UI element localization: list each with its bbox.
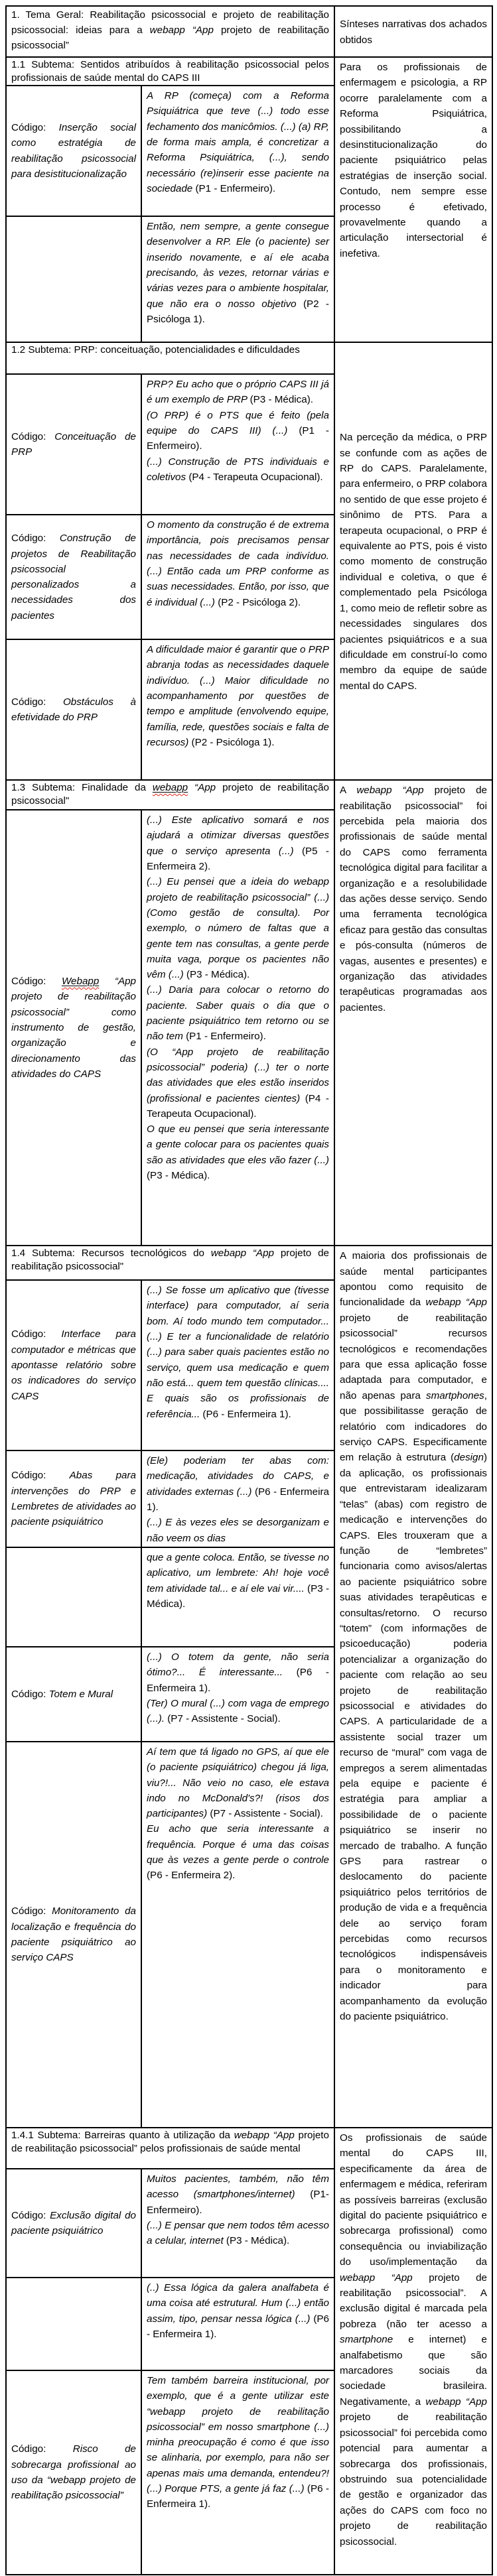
cell-codigo-empty-1 [6,216,141,342]
text-run: Código: [11,2209,50,2221]
cell-codigo-empty-3 [6,2278,141,2370]
text-run: Monitoramento da localização e frequência do paciente psiquiátrico ao serviço CAPS [11,1905,136,1964]
qualitative-analysis-table [5,5,493,2575]
text-run: projeto de reabilitação psicossocial" [11,782,329,806]
text-run: Código: [11,122,59,134]
text-run: Código: [11,533,60,545]
text-run: projeto de reabilitação psicossocial” foi percebida como potencial para aumentar a sobrecarga dos profissionais, obstruindo sua potencialidade de gestão e organizador das ações do CAPS com foco no projeto de reabilitação psicossocial. [340,2412,487,2547]
text-run: Aí tem que tá ligado no GPS, aí que ele (o paciente psiquiátrico) chegou já liga, viu?!... Não veio no caso, ele estava indo no McDonald's?! (risos dos participantes) [147,1746,329,1820]
text-run: webapp “App [149,25,214,36]
text-run: Código: [11,1470,70,1482]
cell-codigo-exclusao-digital [6,2169,141,2278]
text-run: Código: [11,696,63,708]
cell-codigo-totem-mural [6,1647,141,1742]
text-run: (P6 - Enfermeira 1). [147,2483,329,2510]
text-run: Código: [11,1688,49,1700]
cell-codigo-empty-2 [6,1547,141,1647]
cell-codigo-webapp-instrumento [6,810,141,1246]
text-run: (P6 - Enfermeira 1). [202,1408,291,1420]
text-run: (P4 - Terapeuta Ocupacional). [147,1092,329,1120]
cell-codigo-insercao-social [6,86,141,216]
text-run: webapp “App [425,2396,487,2408]
text-run: Na perceção da médica, o PRP se confunde com as ações de RP do CAPS. Paralelamente, para enfermeiro, o PRP colabora no sentido de que esse projeto é sinônimo de PTS. Para a terapeuta ocupacional, o PRP é equivalente ao PTS, pois é visto como momento de construção individual e coletiva, o que é complementado pela Psicóloga 1, como meio de refletir sobre as necessidades singulares dos pacientes psiquiátricos e a sua dificuldade em construí-lo como membro da equipe de saúde mental do CAPS. [340,432,487,692]
text-run: (O “App projeto de reabilitação psicossocial” poderia) (...) ter o norte das atividades que eles estão inseridos (profissional e pacientes cientes) [147,1046,329,1104]
text-run: Conceituação de PRP [11,430,136,458]
text-run: (...) Este aplicativo somará e nos ajudará a otimizar diversas questões que o serviço apresenta (...) [147,814,329,857]
text-run: smartphone [340,2334,393,2346]
text-run: Eu acho que seria interessante a frequência. Porque é uma das coisas que às vezes a gente perde o controle [147,1823,329,1866]
cell-quote-insercao-social [141,86,334,216]
document-page [0,5,497,2576]
text-run: Para os profissionais de enfermagem e psicologia, a RP ocorre paralelamente com a Reforma Psiquiátrica, possibilitando a desinstitucionalização do paciente psiquiátrico pelas estratégias de inserção social. Contudo, nem sempre esse processo é efetivado, provavelmente quando a articulação intersectorial é inefetiva. [340,62,487,259]
misspelled-word: webapp [152,782,188,794]
text-run: Código: [11,1328,62,1340]
cell-codigo-abas-lembretes [6,1450,141,1547]
text-run: webapp “App [234,2129,295,2141]
text-run: projeto de reabilitação psicossocial”. A exclusão digital é marcada pela pobreza (não ter acesso a [340,2272,487,2330]
text-run: (P1 - Enfermeiro). [186,1031,266,1043]
text-run: (P3 - Médica). [147,1170,210,1182]
cell-quote-risco-sobrecarga [141,2370,334,2575]
text-run: (Ter) O mural (...) com vaga de emprego (...). [147,1697,329,1725]
cell-codigo-interface-computador [6,1280,141,1450]
text-run: Então, nem sempre, a gente consegue desenvolver a RP. Ele (o paciente) ser inserido novamente, e aí ele acaba precisando, às vezes, retornar várias e várias vezes para o ambiente hospitalar, que não era o nosso objetivo [147,221,329,310]
text-run [62,976,99,987]
text-run: Sínteses narrativas dos achados obtidos [340,19,487,46]
text-run: Interface para computador e métricas que apontasse relatório sobre os indicadores do serviço CAPS [11,1328,136,1402]
text-run: 1.1 Subtema: Sentidos atribuídos à reabilitação psicossocial pelos profissionais de saúde mental do CAPS III [11,59,329,84]
text-run: projeto de reabilitação psicossocial” recursos tecnológicos e recomendações para que essa aplicação fosse adaptada para computador, e não apenas para [340,1312,487,1401]
text-run: (...) E às vezes eles se desorganizam e não veem os dias [147,1517,329,1544]
text-run: A [340,785,357,797]
text-run: (...) E pensar que nem todos têm acesso a celular, internet [147,2219,329,2247]
text-run: design [454,1452,484,1464]
cell-sintese-1-1 [334,57,492,342]
text-run: (...) Construção de PTS individuais e coletivos [147,456,329,483]
text-run [153,782,188,793]
cell-codigo-risco-sobrecarga [6,2370,141,2575]
text-run: 1. Tema Geral: Reabilitação psicossocial e projeto de reabilitação psicossocial: ideias para a [11,9,329,36]
cell-codigo-conceituacao-prp [6,374,141,515]
cell-quote-obstaculos-prp [141,639,334,780]
text-run: “App projeto de reabilitação psicossocial” como instrumento de gestão, organização e direcionamento das atividades do CAPS [11,976,136,1080]
cell-sintese-1-4 [334,1246,492,2128]
text-run: 1.4 Subtema: Recursos tecnológicos do [11,1248,211,1259]
text-run: (..) Essa lógica da galera analfabeta é uma coisa até estrutural. Hum (...) então assim, tipo, pensar nessa lógica (...) [147,2282,329,2325]
cell-quote-entao-nem-sempre [141,216,334,342]
text-run: (P6 - Enfermeira 1). [147,1486,329,1513]
text-run: Tem também barreira institucional, por exemplo, que é a gente utilizar este “webapp projeto de reabilitação psicossocial” em nosso smartphone (...) minha preocupação é como é que isso se alinharia, por exemplo, para não ser apenas mais uma demanda, entendeu?! (...) Porque PTS, a gente já faz (...) [147,2374,329,2495]
text-run: (P1 - Enfermeiro). [147,425,329,452]
cell-quote-construcao-projetos [141,515,334,639]
text-run: projeto de reabilitação psicossocial” foi percebida pela maioria dos profissionais de saúde mental do CAPS como ferramenta tecnológica digital para facilitar a organização e a resolubilidade das ações desse serviço. Sendo uma ferramenta tecnológica eficaz para gestão das consultas e pós-consulta (números de vagas, ausentes e presentes) e organização das atividades terapêuticas programadas aos pacientes. [340,785,487,1013]
text-run: 1.4.1 Subtema: Barreiras quanto à utilização da [11,2129,234,2141]
text-run: (P6 - Enfermeira 1). [147,2313,329,2340]
cell-quote-webapp-instrumento [141,810,334,1246]
text-run: (Ele) poderiam ter abas com: medicação, atividades do CAPS, e atividades externas (...) [147,1455,329,1498]
cell-subtema-1-3 [6,780,334,810]
cell-quote-interface-computador [141,1280,334,1450]
text-run: webapp “App [356,785,424,797]
text-run: “App [188,782,216,794]
misspelled-word: Webapp [61,976,100,988]
text-run: , que possibilitasse geração de relatório com indicadores do serviço CAPS. Especificamente em relação à estrutura ( [340,1389,487,1464]
text-run: O momento da construção é de extrema importância, pois precisamos pensar nas necessidades de cada indivíduo. (...) Então cada um PRP conforme as suas necessidades. Então, por isso, que é individual (...) [147,519,329,608]
cell-subtema-1-2 [6,342,334,374]
text-run: Código: [11,976,62,988]
cell-sintese-1-3 [334,780,492,1246]
text-run: webapp “App [425,1297,487,1309]
text-run: (P7 - Assistente - Social). [167,1713,281,1725]
text-run: (P1- Enfermeiro). [147,2189,329,2216]
text-run: (P7 - Assistente - Social). [210,1808,323,1820]
cell-sintese-1-2 [334,342,492,780]
text-run: Obstáculos à efetividade do PRP [11,696,136,724]
text-run: (P3 - Médica). [186,969,250,981]
text-run: A maioria dos profissionais de saúde mental participantes apontou como requisito de funcionalidade da [340,1250,487,1309]
cell-sinteses-header [334,6,492,57]
text-run: (O PRP) é o PTS que é feito (pela equipe do CAPS III) (...) [147,409,329,437]
text-run: O que eu pensei que seria interessante a gente colocar para os pacientes quais são as atividades que eles vão fazer (...) [147,1124,329,1166]
text-run: (...) Eu pensei que a ideia do webapp projeto de reabilitação psicossocial” (...) (Como gestão de consulta). Por exemplo, o número de faltas que a gente tem nas consultas, a gente perde muita vaga, porque os pacientes não vêm (...) [147,876,329,981]
text-run: (...) Se fosse um aplicativo que (tivesse interface) para computador, aí seria bom. Aí todo mundo tem computador... (...) E ter a funcionalidade de relatório (...) para saber quais pacientes estão no serviço, quem usa medicação e quem não está... quem tem questão clínicas.... E quais são os profissionais de referência... [147,1285,329,1420]
text-run: Inserção social como estratégia de reabilitação psicossocial para desistitucionalização [11,122,136,180]
text-run: Código: [11,430,55,442]
text-run: smartphones [425,1389,484,1401]
cell-codigo-monitoramento-gps [6,1742,141,2128]
text-run: A dificuldade maior é garantir que o PRP abranja todas as necessidades daquele indivíduo. (...) Maior dificuldade no acompanhamento por questões de tempo e amplitude (envolvendo equipe, família, rede, questões sociais e falta de recursos) [147,644,329,748]
cell-codigo-construcao-projetos [6,515,141,639]
cell-subtema-1-4-1 [6,2128,334,2169]
cell-subtema-1-1 [6,57,334,86]
cell-quote-conceituacao-prp [141,374,334,515]
text-run: (P4 - Terapeuta Ocupacional). [188,471,323,483]
text-run: 1.2 Subtema: PRP: conceituação, potencialidades e dificuldades [11,344,300,356]
text-run: Construção de projetos de Reabilitação psicossocial personalizados a necessidades dos pacientes [11,533,136,621]
text-run: ) da aplicação, os profissionais que entrevistaram idealizaram “telas” (abas) com registro de medicação e intervenções do CAPS. Eles trouxeram que a função de “lembretes” funcionaria como avisos/alertas ao paciente psiquiátrico sobre suas atividades terapêuticas e consultas/retorno. O recurso “totem” (com informações de psicoeducação) poderia potencializar a organização do paciente com relação ao seu projeto de reabilitação psicossocial e atividades do CAPS. A particularidade de a assistente social trazer um recurso de “mural” com vaga de empregos a serem alimentadas pela equipe e paciente é estratégia para ampliar a possibilidade de o paciente psiquiátrico se inserir no mercado de trabalho. A função GPS para rastrear o deslocamento do paciente psiquiátrico pelos territórios de produção de vida e a frequência dele ao serviço foram percebidas como recursos tecnológicos indispensáveis para o monitoramento e indicador para acompanhamento da evolução do paciente psiquiátrico. [340,1452,487,2023]
text-run: (P2 - Psicóloga 1). [147,298,329,325]
text-run: webapp “App [210,1248,274,1259]
text-run: projeto de reabilitação psicossocial” [11,25,329,51]
text-run: (P3 - Médica). [249,394,313,406]
text-run: Abas para intervenções do PRP e Lembretes de atividades ao paciente psiquiátrico [11,1470,136,1528]
text-run: Muitos pacientes, também, não têm acesso (smartphones/internet) [147,2173,329,2201]
text-run: (P1 - Enfermeiro). [195,182,276,194]
text-run: A RP (começa) com a Reforma Psiquiátrica que teve (...) todo esse fechamento dos manicômios. (...) (a) RP, de forma mais ampla, é concretizar a Reforma Psiquiátrica, (...), sendo necessário (re)inserir esse paciente na sociedade [147,90,329,194]
text-run: Risco de sobrecarga profissional ao uso da “webapp projeto de reabilitação psicossocial” [11,2443,136,2502]
text-run: projeto de reabilitação psicossocial" [11,1248,329,1272]
cell-sintese-1-4-1 [334,2128,492,2575]
text-run: Os profissionais de saúde mental do CAPS III, especificamente da área de enfermagem e médica, referiram as possíveis barreiras (exclusão digital do paciente psiquiátrico e sobrecarga profissional) como consequência ou inviabilização do uso/implementação da [340,2132,487,2268]
text-run: Código: [11,1905,52,1917]
cell-quote-abas-lembretes [141,1450,334,1547]
text-run: webapp “App [340,2272,413,2284]
cell-quote-analfabetismo [141,2278,334,2370]
text-run: 1.3 Subtema: Finalidade da [11,782,153,794]
text-run: PRP? Eu acho que o próprio CAPS III já é um exemplo de PRP [147,379,329,406]
text-run: Exclusão digital do paciente psiquiátrico [11,2209,136,2236]
cell-quote-totem-mural [141,1647,334,1742]
cell-quote-exclusao-digital [141,2169,334,2278]
text-run: que a gente coloca. Então, se tivesse no aplicativo, um lembrete: Ah! hoje você tem atividade tal... e aí ele vai vir.... [147,1551,329,1594]
text-run: (P2 - Psicóloga 2). [218,596,301,608]
text-run: projeto de reabilitação psicossocial” pelos profissionais de saúde mental [11,2129,329,2154]
text-run: (P5 - Enfermeira 2). [147,845,329,873]
text-run: (P2 - Psicóloga 1). [191,736,275,748]
text-run: (...) O totem da gente, não seria ótimo?... É interessante... [147,1651,329,1679]
text-run: (P3 - Médica). [147,1582,329,1610]
cell-quote-abas-lembretes-continuacao [141,1547,334,1647]
cell-subtema-1-4 [6,1246,334,1280]
cell-tema-geral [6,6,334,57]
text-run: Totem e Mural [48,1688,113,1700]
text-run: (P3 - Médica). [226,2235,290,2247]
text-run: (P6 - Enfermeira 2). [147,1870,236,1882]
cell-quote-monitoramento-gps [141,1742,334,2128]
text-run: Código: [11,2443,73,2455]
cell-codigo-obstaculos-prp [6,639,141,780]
text-run: e internet) e analfabetismo que são marcadores sociais da sociedade brasileira. Negativamente, a [340,2334,487,2408]
text-run: (P6 - Enfermeira 1). [147,1667,329,1694]
text-run: (...) Daria para colocar o retorno do paciente. Saber quais o dia que o paciente psiquiátrico tem retorno ou se não tem [147,984,329,1043]
